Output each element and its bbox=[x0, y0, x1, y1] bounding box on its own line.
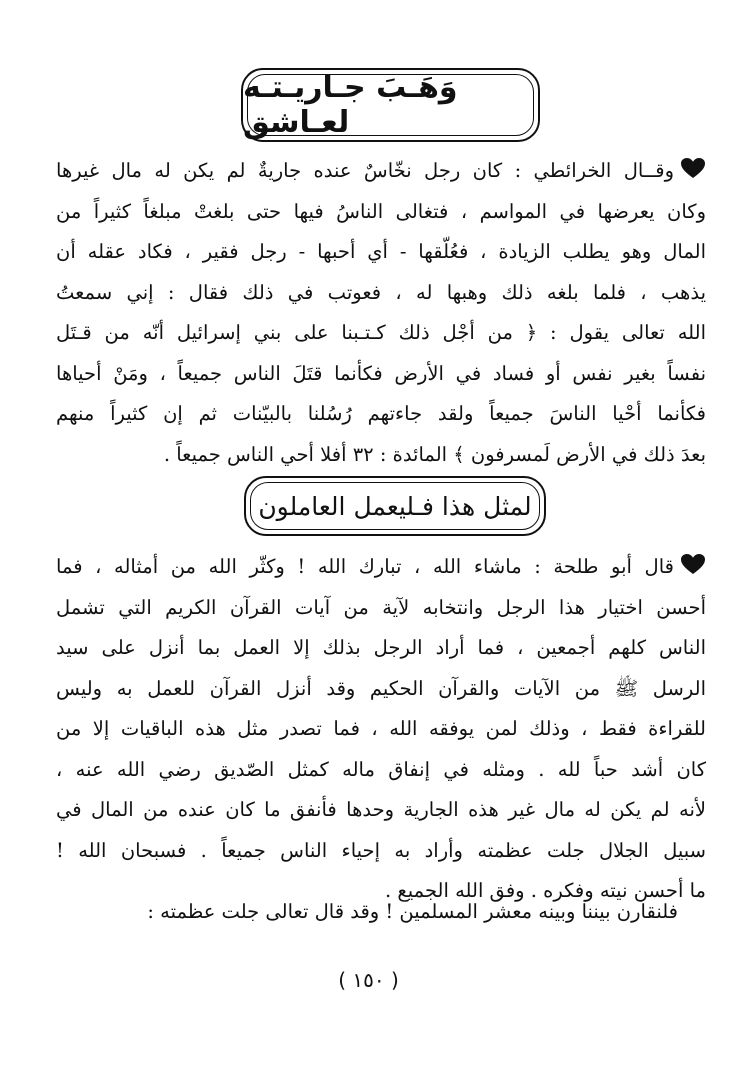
closing-paragraph bbox=[56, 892, 706, 933]
text-line: كان أشد حباً لله . ومثله في إنفاق ماله كمثل الصّديق رضي الله عنه ، bbox=[56, 757, 706, 781]
text-line: الناس كلهم أجمعين ، فما أراد الرجل بذلك إلا العمل بما أنزل على سيد bbox=[56, 636, 706, 659]
text-line: وكان يعرضها في المواسم ، فتغالى الناسُ فيها حتى بلغتْ مبلغاً كثيراً من bbox=[56, 199, 706, 223]
text-line: أحسن اختيار هذا الرجل وانتخابه لآية من آيات القرآن الكريم التي تشمل bbox=[56, 595, 706, 619]
text-line: الرسل ﷺ من الآيات والقرآن الحكيم وقد أنزل القرآن للعمل به وليس bbox=[56, 676, 706, 700]
text-line: قال أبو طلحة : ماشاء الله ، تبارك الله ! وكثّر الله من أمثاله ، فما bbox=[56, 547, 706, 588]
text-line: لأنه لم يكن له مال غير هذه الجارية وحدها فأنفق ما كان عنده من المال في bbox=[56, 798, 706, 821]
paragraph-1 bbox=[56, 151, 706, 475]
text-line: وقــال الخرائطي : كان رجل نخّاسٌ عنده جاريةٌ لم يكن له مال غيرها bbox=[56, 151, 706, 192]
section-title: لمثل هذا فـليعمل العاملون bbox=[258, 491, 532, 521]
section-title-box bbox=[244, 476, 546, 536]
section-title-box bbox=[241, 68, 540, 142]
heart-icon bbox=[680, 157, 706, 179]
page-number: ( ١٥٠ ) bbox=[338, 968, 399, 992]
text-line: فلنقارن بيننا وبينه معشر المسلمين ! وقد قال تعالى جلت عظمته : bbox=[147, 900, 678, 923]
text-line: سبيل الجلال جلت عظمته وأراد به إحياء الناس جميعاً . فسبحان الله ! bbox=[56, 838, 706, 862]
text-line: المال وهو يطلب الزيادة ، فعُلّقها - أي أحبها - رجل فقير ، فكاد عقله أن bbox=[56, 240, 706, 263]
heart-icon bbox=[680, 553, 706, 575]
text-line: الله تعالى يقول : ﴿ من أجْل ذلك كـتـبنا على بني إسرائيل أنّه من قـتَل bbox=[56, 321, 706, 344]
text-line: فكأنما أحْيا الناسَ جميعاً ولقد جاءتهم رُسُلنا بالبيّنات ثم إن كثيراً منهم bbox=[56, 402, 706, 425]
text-line: يذهب ، فلما بلغه ذلك وهبها له ، فعوتب في ذلك فقال : إني سمعتُ bbox=[56, 280, 706, 304]
section-title: وَهَـبَ جـاريـتـه لعـاشق bbox=[243, 70, 458, 140]
text-line: نفساً بغير نفس أو فساد في الأرض فكأنما قتَلَ الناس جميعاً ، ومَنْ أحياها bbox=[56, 361, 706, 385]
paragraph-2 bbox=[56, 547, 706, 912]
text-line: بعدَ ذلك في الأرض لَمسرفون ﴾ المائدة : ٣٢ أفلا أحي الناس جميعاً . bbox=[163, 442, 706, 466]
text-line: ما أحسن نيته وفكره . وفق الله الجميع . bbox=[385, 879, 706, 902]
text-line: للقراءة فقط ، وذلك لمن يوفقه الله ، فما تصدر مثل هذه الباقيات إلا من bbox=[56, 717, 706, 740]
